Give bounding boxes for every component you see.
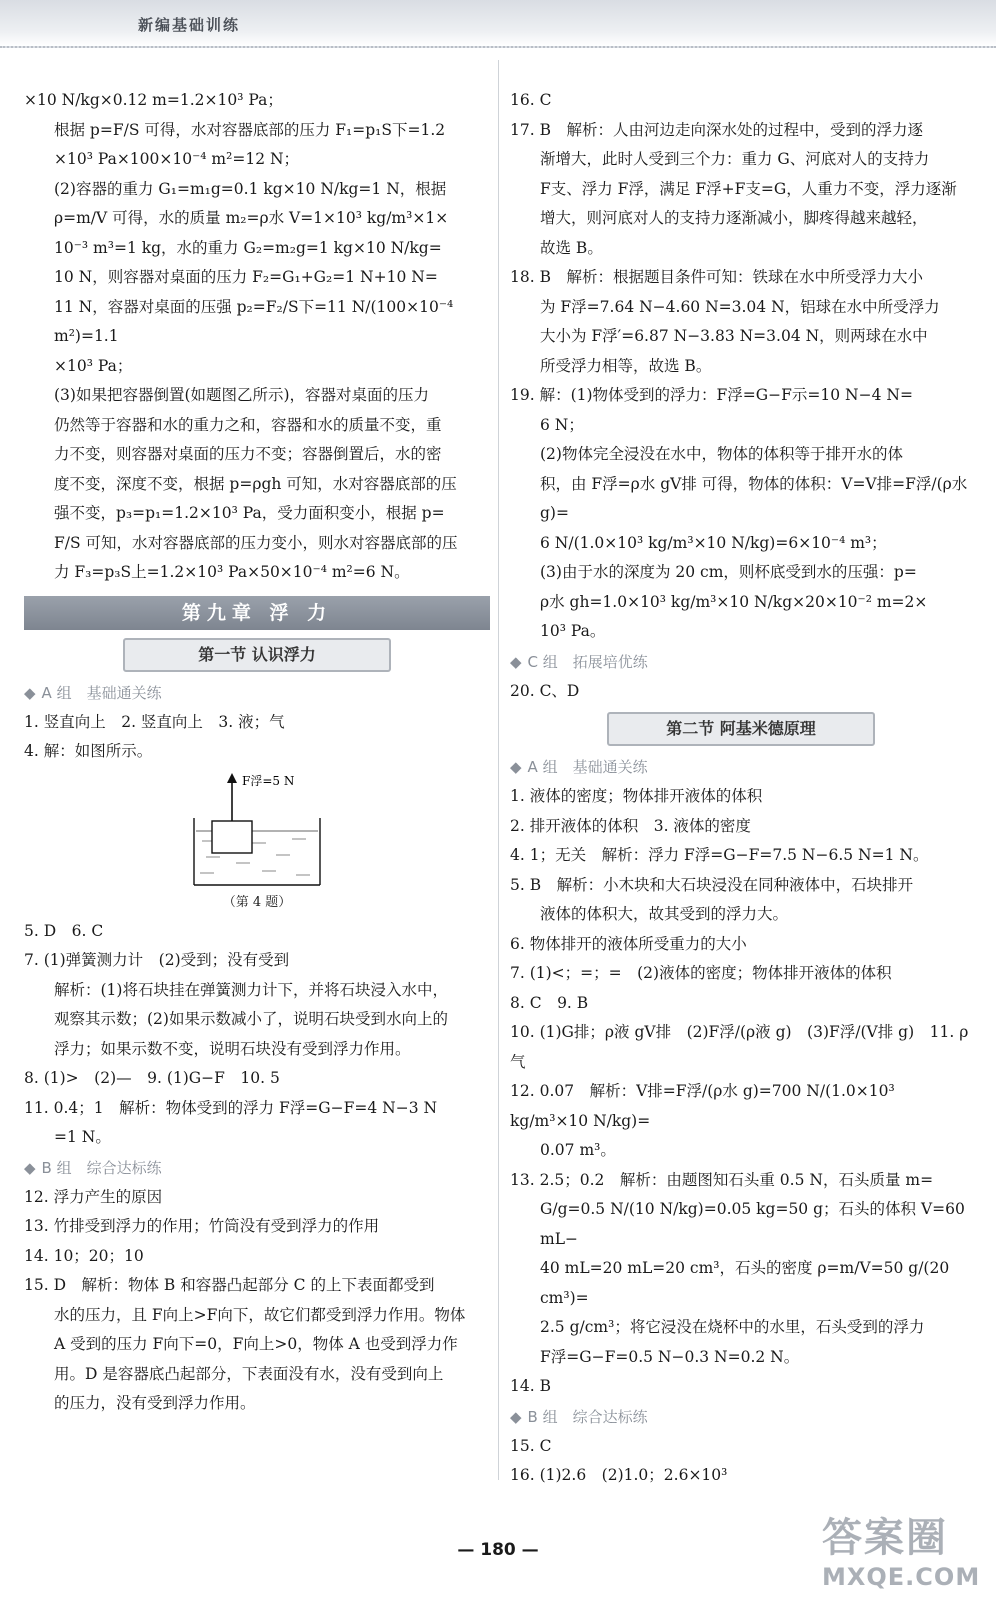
text-line: 根据 p=F/S 可得，水对容器底部的压力 F₁=p₁S下=1.2 (54, 120, 446, 139)
watermark-line1: 答案圈 (822, 1515, 948, 1561)
answer-line: 16. (1)2.6 (2)1.0；2.6×10³ (510, 1466, 728, 1484)
answer-line: 2.5 g/cm³；将它浸没在烧杯中的水里，石头受到的浮力 (540, 1318, 925, 1336)
diamond-icon: ◆ (24, 683, 36, 702)
answer-line: 5. B 解析：小木块和大石块浸没在同种液体中，石块排开 (510, 875, 914, 894)
group-heading (24, 1153, 490, 1183)
group-heading (510, 647, 972, 677)
answer-line: 6. 物体排开的液体所受重力的大小 (510, 934, 747, 953)
answer-line: (2)物体完全浸没在水中，物体的体积等于排开水的体 (540, 445, 903, 463)
answer-line: 用。D 是容器底凸起部分，下表面没有水，没有受到向上 (54, 1364, 444, 1383)
group-label: C 组 拓展培优练 (527, 652, 648, 671)
answer-line: 6 N； (540, 415, 584, 434)
answer-line: 1. 竖直向上 2. 竖直向上 3. 液；气 (24, 712, 285, 731)
diamond-icon: ◆ (24, 1158, 36, 1177)
answer-line: 浮力；如果示数不变，说明石块没有受到浮力作用。 (54, 1039, 411, 1058)
left-column (24, 86, 490, 1419)
answer-line: 增大，则河底对人的支持力逐渐减小，脚疼得越来越轻， (540, 209, 928, 227)
answer-line: 故选 B。 (540, 238, 603, 257)
answer-line: 所受浮力相等，故选 B。 (540, 356, 712, 375)
text-line: ×10 N/kg×0.12 m=1.2×10³ Pa； (24, 91, 283, 109)
text-line: (3)如果把容器倒置(如题图乙所示)，容器对桌面的压力 (54, 386, 430, 404)
answer-line: 渐增大，此时人受到三个力：重力 G、河底对人的支持力 (540, 150, 930, 168)
figure-caption: （第 4 题） (222, 894, 292, 910)
section-title: 第二节 阿基米德原理 (607, 712, 875, 746)
answer-line: 8. (1)> (2)— 9. (1)G−F 10. 5 (24, 1069, 280, 1087)
text-line: F/S 可知，水对容器底部的压力变小，则水对容器底部的压 (54, 533, 458, 552)
group-heading (510, 1402, 972, 1432)
answer-line: 的压力，没有受到浮力作用。 (54, 1394, 256, 1412)
answer-line: 16. C (510, 91, 552, 109)
answer-line: 10. (1)G排；ρ液 gV排 (2)F浮/(ρ液 g) (3)F浮/(V排 g) 11. ρ气 (510, 1023, 969, 1071)
text-line: ρ=m/V 可得，水的质量 m₂=ρ水 V=1×10³ kg/m³×1× (54, 209, 449, 227)
force-label: F浮=5 N (242, 773, 295, 788)
answer-line: 14. 10；20；10 (24, 1246, 144, 1265)
answer-line: 10³ Pa。 (540, 622, 606, 640)
answer-line: 19. 解：(1)物体受到的浮力：F浮=G−F示=10 N−4 N= (510, 386, 913, 404)
answer-line: 为 F浮=7.64 N−4.60 N=3.04 N，铝球在水中所受浮力 (540, 297, 940, 316)
answer-line: G/g=0.5 N/(10 N/kg)=0.05 kg=50 g；石头的体积 V=60 mL− (540, 1200, 965, 1248)
answer-line: 17. B 解析：人由河边走向深水处的过程中，受到的浮力逐 (510, 120, 923, 139)
series-title: 新编基础训练 (138, 16, 241, 34)
answer-line: F支、浮力 F浮，满足 F浮+F支=G，人重力不变，浮力逐渐 (540, 179, 957, 198)
answer-line: 7. (1)<；=；= (2)液体的密度；物体排开液体的体积 (510, 964, 892, 982)
answer-line: A 受到的压力 F向下=0，F向上>0，物体 A 也受到浮力作 (54, 1335, 458, 1353)
answer-line: 12. 浮力产生的原因 (24, 1187, 163, 1206)
text-line: 11 N，容器对桌面的压强 p₂=F₂/S下=11 N/(100×10⁻⁴ m²)=1.1 (54, 297, 454, 345)
answer-line: 15. D 解析：物体 B 和容器凸起部分 C 的上下表面都受到 (24, 1276, 435, 1294)
text-line: 力不变，则容器对桌面的压力不变；容器倒置后，水的密 (54, 445, 442, 463)
answer-line: 1. 液体的密度；物体排开液体的体积 (510, 787, 763, 805)
text-line: 力 F₃=p₃S上=1.2×10³ Pa×50×10⁻⁴ m²=6 N。 (54, 563, 410, 581)
answer-line: 11. 0.4；1 解析：物体受到的浮力 F浮=G−F=4 N−3 N (24, 1098, 438, 1117)
text-line: (2)容器的重力 G₁=m₁g=0.1 kg×10 N/kg=1 N，根据 (54, 179, 447, 198)
page-number: — 180 — (457, 1540, 539, 1560)
group-label: A 组 基础通关练 (527, 758, 648, 776)
answer-line: 40 mL=20 mL=20 cm³，石头的密度 ρ=m/V=50 g/(20 cm³)= (540, 1259, 950, 1307)
answer-line: 14. B (510, 1377, 551, 1395)
watermark-line2: MXQE.COM (822, 1563, 981, 1591)
text-line: 强不变，p₃=p₁=1.2×10³ Pa，受力面积变小，根据 p= (54, 504, 445, 522)
answer-line: 12. 0.07 解析：V排=F浮/(ρ水 g)=700 N/(1.0×10³ kg/m³×10 N/kg)= (510, 1082, 895, 1130)
answer-line: ρ水 gh=1.0×10³ kg/m³×10 N/kg×20×10⁻² m=2× (540, 592, 928, 611)
group-label: B 组 综合达标练 (41, 1158, 162, 1177)
page-header-bar (0, 0, 996, 48)
answer-line: 2. 排开液体的体积 3. 液体的密度 (510, 816, 751, 835)
answer-line: 4. 1；无关 解析：浮力 F浮=G−F=7.5 N−6.5 N=1 N。 (510, 846, 929, 864)
text-line: 仍然等于容器和水的重力之和，容器和水的质量不变，重 (54, 415, 442, 434)
figure-4 (24, 773, 490, 913)
watermark-logo (822, 1506, 981, 1592)
answer-line: 15. C (510, 1436, 552, 1455)
answer-line: 水的压力，且 F向上>F向下，故它们都受到浮力作用。物体 (54, 1305, 466, 1324)
answer-line: 积，由 F浮=ρ水 gV排 可得，物体的体积：V=V排=F浮/(ρ水 g)= (540, 474, 968, 522)
text-line: ×10³ Pa×100×10⁻⁴ m²=12 N； (54, 150, 300, 168)
diamond-icon: ◆ (510, 1407, 522, 1426)
answer-line: 13. 2.5；0.2 解析：由题图知石头重 0.5 N，石头质量 m= (510, 1170, 934, 1189)
group-label: B 组 综合达标练 (527, 1407, 648, 1426)
text-line: ×10³ Pa； (54, 356, 133, 375)
answer-line: 5. D 6. C (24, 921, 104, 940)
answer-line: 6 N/(1.0×10³ kg/m³×10 N/kg)=6×10⁻⁴ m³； (540, 533, 887, 552)
answer-line: 液体的体积大，故其受到的浮力大。 (540, 905, 789, 923)
text-line: 10 N，则容器对桌面的压力 F₂=G₁+G₂=1 N+10 N= (54, 268, 438, 286)
answer-line: 20. C、D (510, 681, 580, 700)
answer-line: F浮=G−F=0.5 N−0.3 N=0.2 N。 (540, 1347, 800, 1366)
section-title: 第一节 认识浮力 (123, 638, 391, 672)
answer-line: 7. (1)弹簧测力计 (2)受到；没有受到 (24, 951, 290, 969)
column-divider (498, 60, 499, 1480)
answer-line: 解析：(1)将石块挂在弹簧测力计下，并将石块浸入水中， (54, 980, 448, 999)
answer-line: (3)由于水的深度为 20 cm，则杯底受到水的压强：p= (540, 563, 917, 581)
text-line: 度不变，深度不变，根据 p=ρgh 可知，水对容器底部的压 (54, 474, 457, 493)
chapter-title: 第九章 浮 力 (24, 596, 490, 630)
diamond-icon: ◆ (510, 758, 522, 776)
answer-line: 13. 竹排受到浮力的作用；竹筒没有受到浮力的作用 (24, 1217, 380, 1235)
group-label: A 组 基础通关练 (41, 683, 162, 702)
answer-line: 8. C 9. B (510, 993, 589, 1012)
group-heading (510, 752, 972, 782)
answer-line: =1 N。 (54, 1128, 111, 1146)
answer-line: 观察其示数；(2)如果示数减小了，说明石块受到水向上的 (54, 1010, 448, 1028)
answer-line: 18. B 解析：根据题目条件可知：铁球在水中所受浮力大小 (510, 268, 923, 286)
buoyancy-diagram (192, 773, 322, 893)
answer-line: 0.07 m³。 (540, 1141, 616, 1159)
answer-line: 大小为 F浮′=6.87 N−3.83 N=3.04 N，则两球在水中 (540, 327, 928, 345)
answer-line: 4. 解：如图所示。 (24, 742, 153, 760)
text-line: 10⁻³ m³=1 kg，水的重力 G₂=m₂g=1 kg×10 N/kg= (54, 238, 442, 257)
group-heading (24, 678, 490, 708)
right-column (510, 86, 972, 1491)
diamond-icon: ◆ (510, 652, 522, 671)
